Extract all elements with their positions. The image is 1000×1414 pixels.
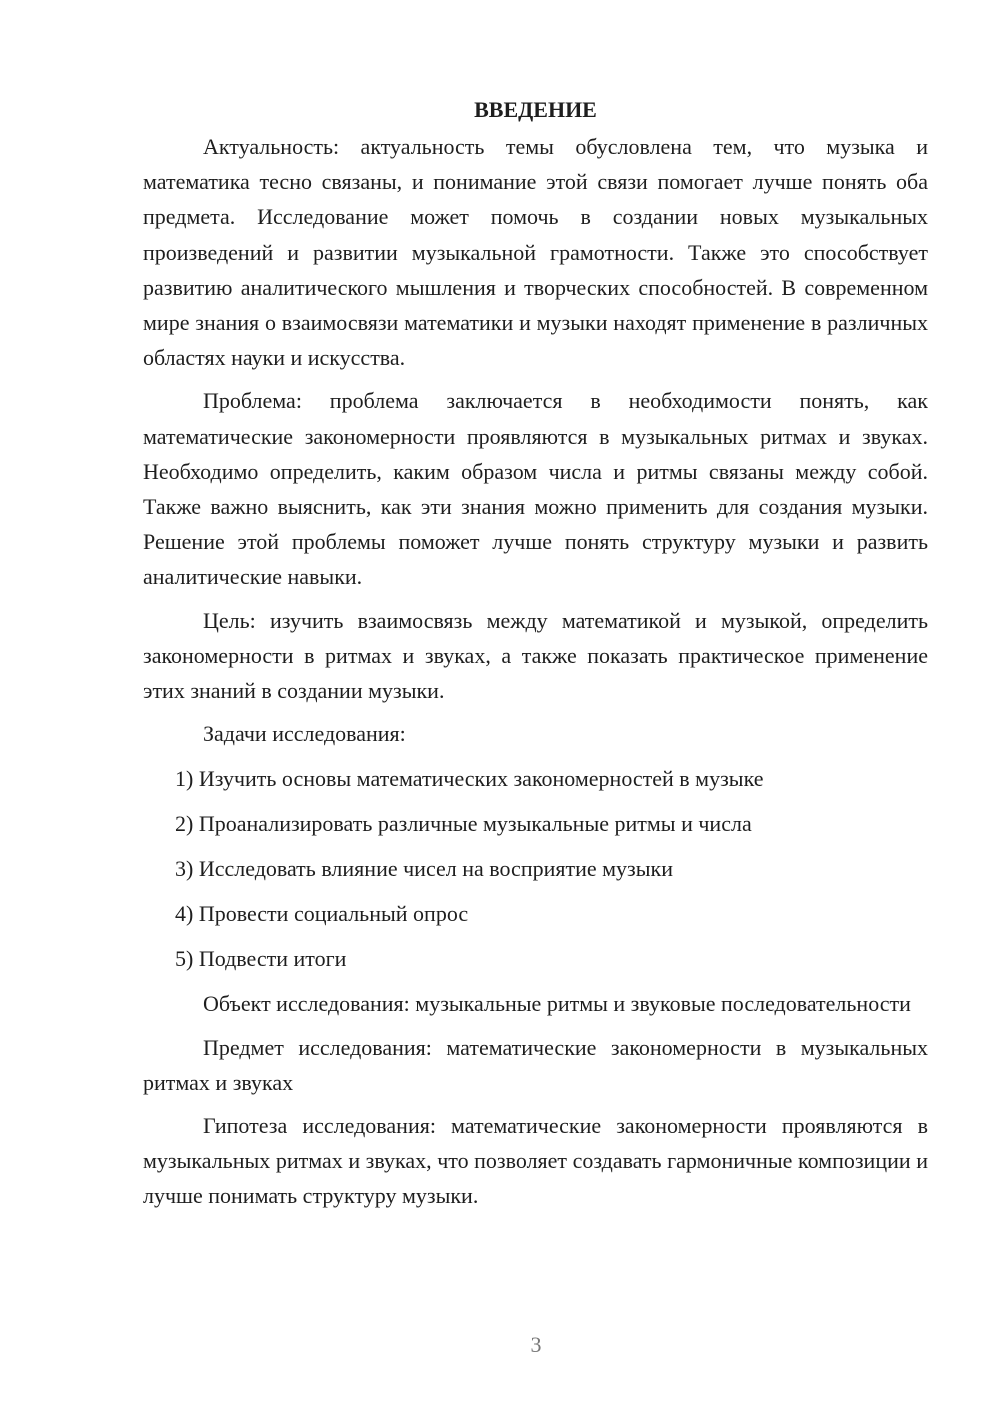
hypothesis-paragraph: Гипотеза исследования: математические закономерности проявляются в музыкальных ритмах и звуках, что позволяет создавать гармоничные композиции и лучше понимать структуру музыки.: [143, 1113, 928, 1209]
problem-paragraph: Проблема: проблема заключается в необходимости понять, как математические закономерности проявляются в музыкальных ритмах и звуках. Необходимо определить, каким образом числа и ритмы связаны между собой. Также важно выяснить, как эти знания можно применить для создания музыки. Решение этой проблемы поможет лучше понять структуру музыки и развить аналитические навыки.: [143, 388, 928, 590]
tasks-heading: Задачи исследования:: [203, 721, 406, 747]
task-item: 2) Проанализировать различные музыкальные ритмы и числа: [175, 811, 752, 837]
page-title: ВВЕДЕНИЕ: [474, 97, 597, 122]
task-item: 1) Изучить основы математических закономерностей в музыке: [175, 766, 764, 792]
task-item: 3) Исследовать влияние чисел на восприятие музыки: [175, 856, 673, 882]
page-number: 3: [530, 1332, 542, 1357]
subject-paragraph: Предмет исследования: математические закономерности в музыкальных ритмах и звуках: [143, 1034, 928, 1095]
task-item: 4) Провести социальный опрос: [175, 901, 469, 927]
object-paragraph: Объект исследования: музыкальные ритмы и звуковые последовательности: [203, 991, 911, 1017]
relevance-paragraph: Актуальность: актуальность темы обусловлена тем, что музыка и математика тесно связаны, и понимание этой связи помогает лучше понять оба предмета. Исследование может помочь в создании новых музыкальных произведений и развитии музыкальной грамотности. Также это способствует развитию аналитического мышления и творческих способностей. В современном мире знания о взаимосвязи математики и музыки находят применение в различных областях науки и искусства.: [143, 134, 928, 371]
goal-paragraph: Цель: изучить взаимосвязь между математикой и музыкой, определить закономерности в ритмах и звуках, а также показать практическое применение этих знаний в создании музыки.: [143, 607, 928, 704]
task-item: 5) Подвести итоги: [175, 946, 347, 972]
tasks-list: [143, 761, 928, 976]
page-content: [143, 95, 928, 1222]
